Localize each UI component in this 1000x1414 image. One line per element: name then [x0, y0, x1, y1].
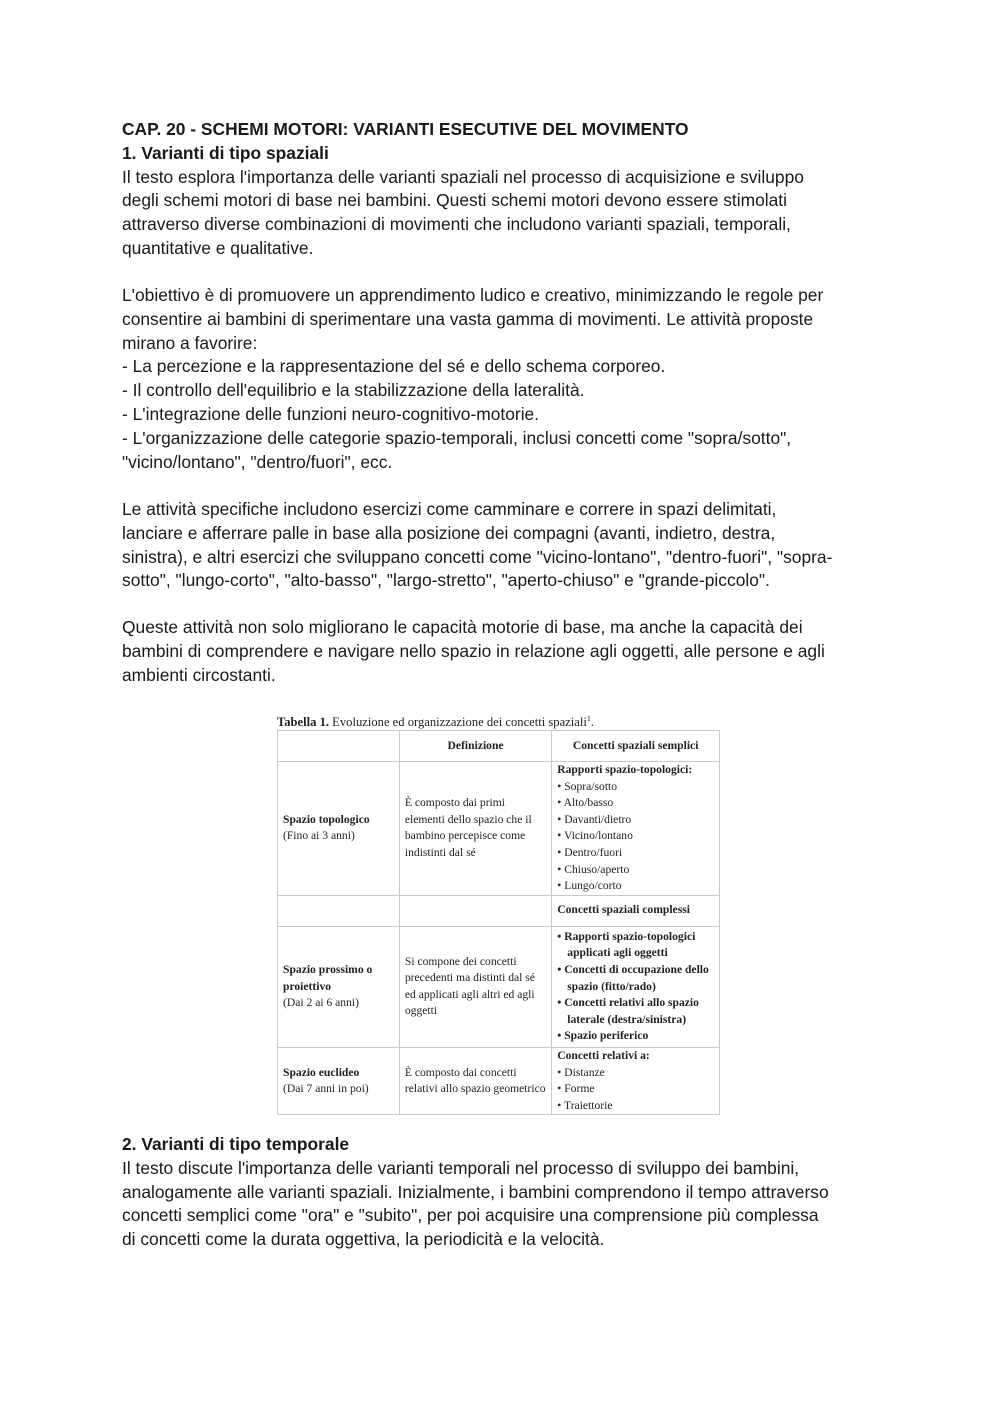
list-item: - L'organizzazione delle categorie spazio-temporali, inclusi concetti come "sopra/sotto",	[122, 427, 792, 448]
table-row	[278, 762, 720, 896]
concept-item: • Concetti relativi allo spazio laterale (destra/sinistra)	[557, 995, 714, 1028]
blank-cell	[399, 895, 551, 926]
paragraph-line: L'obiettivo è di promuovere un apprendimento ludico e creativo, minimizzando le regole per	[122, 285, 824, 305]
concepts-cell	[552, 1047, 720, 1114]
table-row	[278, 926, 720, 1047]
concept-item: • Chiuso/aperto	[557, 862, 714, 879]
definition-cell: È composto dai primi elementi dello spazio che il bambino percepisce come indistinti dal sé	[399, 762, 551, 896]
definition-cell: Si compone dei concetti precedenti ma distinti dal sé ed applicati agli altri ed agli oggetti	[399, 926, 551, 1047]
concepts-list	[557, 779, 714, 895]
blank-cell	[278, 895, 400, 926]
concept-item: • Dentro/fuori	[557, 845, 714, 862]
section-1-title: 1. Varianti di tipo spaziali	[122, 142, 329, 163]
row-label-cell	[278, 762, 400, 896]
paragraph-conclusion	[122, 616, 882, 687]
paragraph-line: lanciare e afferrare palle in base alla posizione dei compagni (avanti, indietro, destra,	[122, 522, 776, 543]
paragraph-line: sotto", "lungo-corto", "alto-basso", "largo-stretto", "aperto-chiuso" e "grande-piccolo".	[122, 570, 770, 591]
caption-end: .	[590, 715, 595, 730]
paragraph-line: Il testo esplora l'importanza delle varianti spaziali nel processo di acquisizione e sviluppo	[122, 166, 804, 187]
concept-item: • Davanti/dietro	[557, 812, 714, 829]
caption-label: Tabella 1.	[277, 715, 330, 730]
row-label-cell	[278, 926, 400, 1047]
concept-item: • Sopra/sotto	[557, 779, 714, 796]
table-header-empty	[278, 731, 400, 762]
table-header-definition: Definizione	[399, 731, 551, 762]
paragraph-objectives	[122, 284, 882, 474]
concepts-title: Rapporti spazio-topologici:	[557, 763, 693, 776]
paragraph-line: analogamente alle varianti spaziali. Inizialmente, i bambini comprendono il tempo attraverso	[122, 1181, 829, 1202]
row-label-cell	[278, 1047, 400, 1114]
concept-item: • Vicino/lontano	[557, 828, 714, 845]
paragraph-line: consentire ai bambini di sperimentare una vasta gamma di movimenti. Le attività proposte	[122, 308, 814, 329]
row-age: (Dai 2 ai 6 anni)	[283, 996, 359, 1010]
row-age: (Fino ai 3 anni)	[283, 829, 355, 843]
caption-text: Evoluzione ed organizzazione dei concetti spaziali	[329, 715, 587, 730]
paragraph-line: degli schemi motori di base nei bambini. Questi schemi motori devono essere stimolati	[122, 190, 788, 211]
concept-item: • Traiettorie	[557, 1098, 714, 1115]
paragraph-line: mirano a favorire:	[122, 332, 258, 353]
concept-item: • Rapporti spazio-topologici applicati agli oggetti	[557, 929, 714, 962]
row-label: Spazio prossimo o proiettivo	[283, 962, 373, 993]
definition-cell: È composto dai concetti relativi allo spazio geometrico	[399, 1047, 551, 1114]
paragraph-line: bambini di comprendere e navigare nello spazio in relazione agli oggetti, alle persone e agli	[122, 640, 825, 661]
concept-item: • Distanze	[557, 1065, 714, 1082]
concept-item: • Spazio periferico	[557, 1028, 714, 1045]
concept-item: • Lungo/corto	[557, 878, 714, 895]
table-row	[278, 1047, 720, 1114]
concepts-list	[557, 929, 714, 1045]
concept-item: • Alto/basso	[557, 795, 714, 812]
concepts-cell	[552, 926, 720, 1047]
section-2-block	[122, 1133, 882, 1252]
row-label: Spazio topologico	[283, 812, 370, 826]
list-item: - L'integrazione delle funzioni neuro-cognitivo-motorie.	[122, 403, 540, 424]
list-item: "vicino/lontano", "dentro/fuori", ecc.	[122, 451, 393, 472]
table-header-simple-concepts: Concetti spaziali semplici	[552, 731, 720, 762]
section-2-title: 2. Varianti di tipo temporale	[122, 1134, 350, 1154]
concepts-title: Concetti relativi a:	[557, 1048, 650, 1062]
chapter-title: CAP. 20 - SCHEMI MOTORI: VARIANTI ESECUTIVE DEL MOVIMENTO	[122, 119, 689, 139]
concepts-cell	[552, 762, 720, 896]
spatial-concepts-table-figure	[277, 708, 720, 1115]
row-age: (Dai 7 anni in poi)	[283, 1082, 369, 1096]
paragraph-line: sinistra), e altri esercizi che sviluppano concetti come "vicino-lontano", "dentro-fuori", "sopra-	[122, 546, 833, 567]
paragraph-line: quantitative e qualitative.	[122, 237, 314, 258]
paragraph-line: Il testo discute l'importanza delle varianti temporali nel processo di sviluppo dei bambini,	[122, 1157, 800, 1178]
paragraph-line: attraverso diverse combinazioni di movimenti che includono varianti spaziali, temporali,	[122, 214, 791, 235]
paragraph-line: ambienti circostanti.	[122, 664, 276, 685]
chapter-block	[122, 118, 882, 261]
concept-item: • Concetti di occupazione dello spazio (fitto/rado)	[557, 962, 714, 995]
concept-item: • Forme	[557, 1081, 714, 1098]
table-subheader-row	[278, 895, 720, 926]
table-header-row	[278, 731, 720, 762]
row-label: Spazio euclideo	[283, 1065, 360, 1079]
spatial-concepts-table	[277, 730, 720, 1115]
list-item: - La percezione e la rappresentazione del sé e dello schema corporeo.	[122, 356, 666, 377]
paragraph-activities	[122, 498, 882, 593]
paragraph-line: concetti semplici come "ora" e "subito", per poi acquisire una comprensione più complessa	[122, 1205, 819, 1226]
complex-concepts-header: Concetti spaziali complessi	[552, 895, 720, 926]
paragraph-line: Queste attività non solo migliorano le capacità motorie di base, ma anche la capacità dei	[122, 617, 803, 637]
caption-footnote: 1	[586, 714, 591, 723]
list-item: - Il controllo dell'equilibrio e la stabilizzazione della lateralità.	[122, 380, 585, 401]
paragraph-line: di concetti come la durata oggettiva, la periodicità e la velocità.	[122, 1229, 605, 1250]
concepts-list	[557, 1065, 714, 1115]
table-caption	[277, 708, 720, 730]
paragraph-line: Le attività specifiche includono esercizi come camminare e correre in spazi delimitati,	[122, 499, 777, 519]
